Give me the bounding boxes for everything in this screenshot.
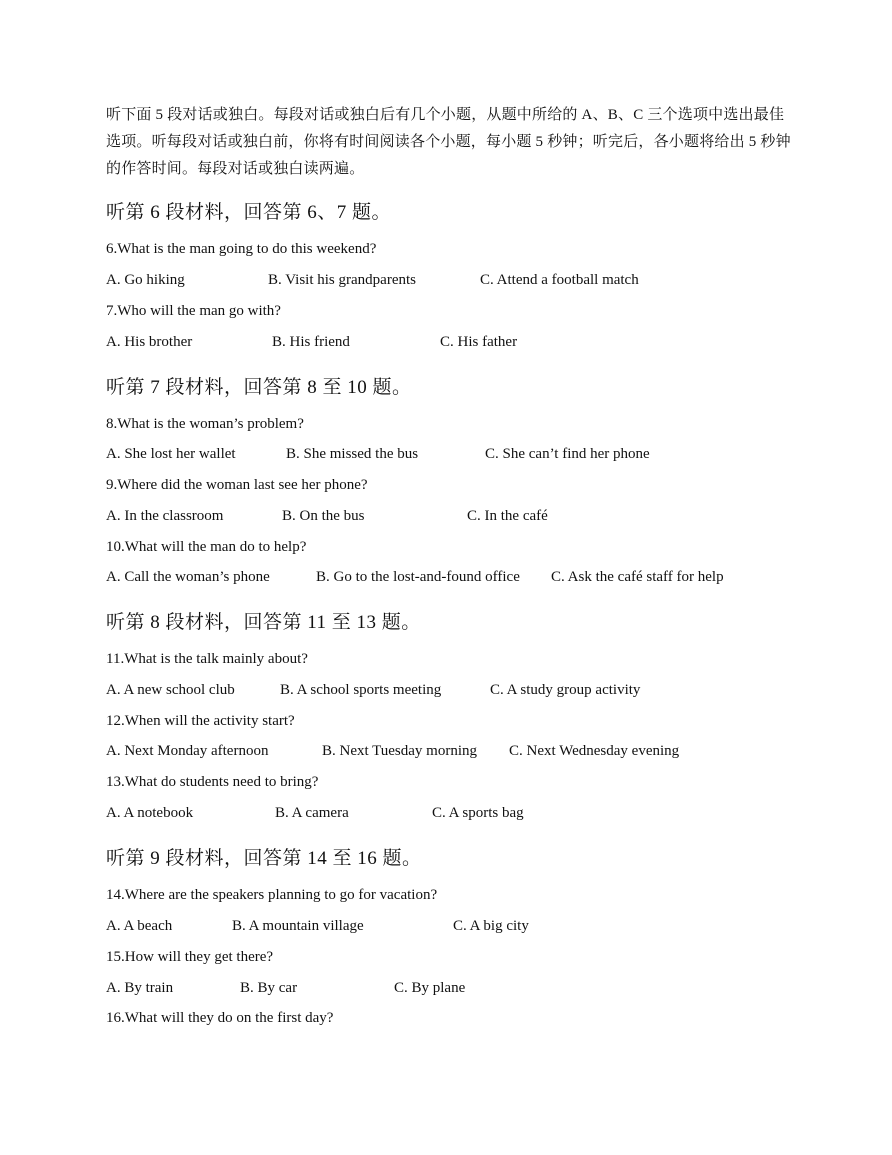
option-6c: C. Attend a football match	[480, 272, 639, 288]
options-9	[106, 505, 806, 527]
question-7: 7.Who will the man go with?	[106, 303, 281, 319]
options-12	[106, 740, 806, 762]
listening-instructions: 听下面 5 段对话或独白。每段对话或独白后有几个小题，从题中所给的 A、B、C 三个选项中选出最佳选项。听每段对话或独白前，你将有时间阅读各个小题，每小题 5 秒钟；听完后，各小题将给出 5 秒钟的作答时间。每段对话或独白读两遍。	[106, 107, 791, 177]
option-12b: B. Next Tuesday morning	[322, 743, 478, 759]
option-9b: B. On the bus	[282, 508, 365, 524]
option-10c: C. Ask the café staff for help	[551, 569, 724, 585]
options-10	[106, 566, 806, 588]
section-heading-9: 听第 9 段材料，回答第 14 至 16 题。	[106, 848, 422, 869]
option-11a: A. A new school club	[106, 682, 235, 698]
option-13c: C. A sports bag	[432, 805, 524, 821]
option-8b: B. She missed the bus	[286, 446, 419, 462]
question-12: 12.When will the activity start?	[106, 713, 295, 729]
question-6: 6.What is the man going to do this weekend?	[106, 241, 377, 257]
option-8a: A. She lost her wallet	[106, 446, 236, 462]
option-11b: B. A school sports meeting	[280, 682, 442, 698]
option-8c: C. She can’t find her phone	[485, 446, 650, 462]
option-14b: B. A mountain village	[232, 918, 364, 934]
section-heading-8: 听第 8 段材料，回答第 11 至 13 题。	[106, 612, 421, 633]
option-9c: C. In the café	[467, 508, 548, 524]
option-7a: A. His brother	[106, 334, 193, 350]
option-13b: B. A camera	[275, 805, 349, 821]
option-15b: B. By car	[240, 980, 298, 996]
question-10: 10.What will the man do to help?	[106, 539, 307, 555]
option-10b: B. Go to the lost-and-found office	[316, 569, 520, 585]
question-15: 15.How will they get there?	[106, 949, 274, 965]
option-9a: A. In the classroom	[106, 508, 224, 524]
option-14c: C. A big city	[453, 918, 529, 934]
question-8: 8.What is the woman’s problem?	[106, 416, 304, 432]
question-14: 14.Where are the speakers planning to go for vacation?	[106, 887, 438, 903]
option-13a: A. A notebook	[106, 805, 194, 821]
options-15	[106, 977, 806, 999]
option-15c: C. By plane	[394, 980, 466, 996]
option-6a: A. Go hiking	[106, 272, 185, 288]
question-13: 13.What do students need to bring?	[106, 774, 319, 790]
section-heading-6: 听第 6 段材料，回答第 6、7 题。	[106, 202, 392, 223]
question-11: 11.What is the talk mainly about?	[106, 651, 308, 667]
option-11c: C. A study group activity	[490, 682, 641, 698]
options-7	[106, 331, 806, 353]
question-16: 16.What will they do on the first day?	[106, 1010, 334, 1026]
option-7c: C. His father	[440, 334, 518, 350]
option-6b: B. Visit his grandparents	[268, 272, 416, 288]
option-14a: A. A beach	[106, 918, 173, 934]
options-14	[106, 915, 806, 937]
option-10a: A. Call the woman’s phone	[106, 569, 270, 585]
option-12c: C. Next Wednesday evening	[509, 743, 680, 759]
options-13	[106, 802, 806, 824]
section-heading-7: 听第 7 段材料，回答第 8 至 10 题。	[106, 377, 412, 398]
options-6	[106, 269, 806, 291]
options-8	[106, 443, 806, 465]
options-11	[106, 679, 806, 701]
option-12a: A. Next Monday afternoon	[106, 743, 269, 759]
question-9: 9.Where did the woman last see her phone?	[106, 477, 368, 493]
option-7b: B. His friend	[272, 334, 350, 350]
option-15a: A. By train	[106, 980, 174, 996]
